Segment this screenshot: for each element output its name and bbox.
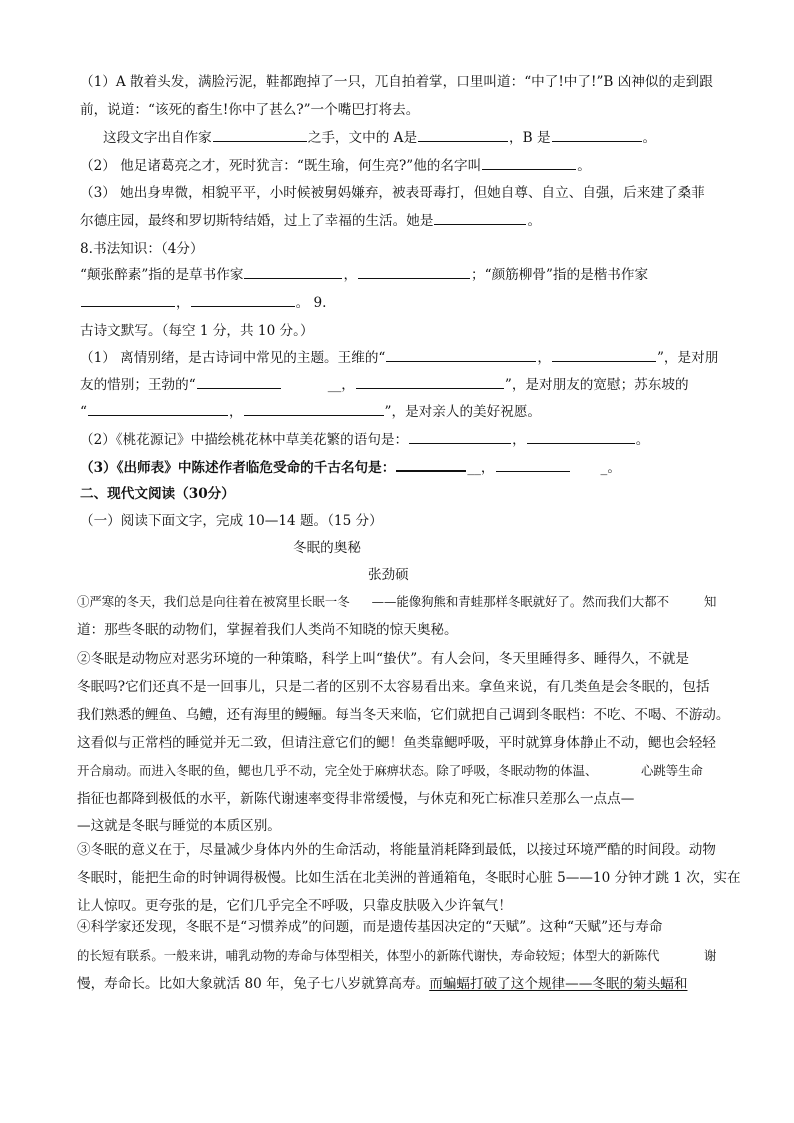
section-heading: 二、现代文阅读（30分） (80, 486, 235, 502)
article-author: 张劲硕 (368, 567, 409, 583)
q9-text: ， (228, 404, 243, 420)
answer-blank[interactable] (356, 376, 504, 389)
article-paragraph-3-line3: 让人惊叹。更夸张的是，它们几乎完全不呼吸，只靠皮肤吸入少许氧气！ (77, 898, 512, 914)
q7-text: ，B 是 (509, 130, 551, 146)
q9-text: ”，是对朋 (656, 350, 719, 366)
article-paragraph-3-line1: ③冬眠的意义在于，尽量减少身体内外的生命活动，将能量消耗降到最低，以接过环境严酷的时间段。动物 (77, 842, 716, 858)
q9-text: ， (537, 350, 551, 366)
answer-blank[interactable] (418, 129, 508, 142)
article-title: 冬眠的奥秘 (293, 540, 361, 556)
q9-text: ”，是对朋友的宽慰；苏东坡的 (504, 377, 689, 393)
q9-text: _。 (600, 460, 621, 476)
q7-text: 。 (577, 158, 591, 174)
q9-text: （1） 离情别绪，是古诗词中常见的主题。王维的“ (80, 350, 386, 366)
article-text: ——能像狗熊和青蛙那样冬眠就好了。然而我们大都不 (371, 594, 669, 609)
q9-part3 (80, 458, 621, 477)
q9-part1-line3 (80, 403, 541, 421)
answer-blank[interactable] (496, 459, 570, 472)
q9-text: 。 (635, 432, 650, 448)
article-paragraph-3-line2: 冬眠时，能把生命的时钟调得极慢。比如生活在北美洲的普通箱龟，冬眠时心脏 5——10 分钟才跳 1 次，实在 (77, 870, 741, 886)
answer-blank[interactable] (552, 349, 656, 362)
q9-text: （2）《桃花源记》中描绘桃花林中草美花繁的语句是： (80, 432, 409, 448)
article-paragraph-2-line3: 我们熟悉的鲤鱼、乌鳢，还有海里的鳗鲡。每当冬天来临，它们就把自己调到冬眠档：不吃、不喝、不游动。 (77, 707, 730, 723)
q7-part3-line2 (80, 212, 541, 230)
q7-part3-line1: （3） 她出身卑微，相貌平平，小时候被舅妈嫌弃，被表哥毒打，但她自尊、自立、自强，后来建了桑菲 (80, 185, 705, 201)
answer-blank[interactable] (191, 294, 295, 307)
answer-blank[interactable] (396, 458, 466, 472)
answer-blank[interactable] (409, 431, 511, 444)
article-paragraph-4-line2: 的长短有联系。一般来讲，哺乳动物的寿命与体型相关，体型小的新陈代谢快，寿命较短；体型大的新陈代 (77, 948, 660, 963)
q9-text: ”，是对亲人的美好祝愿。 (384, 404, 542, 420)
q9-part1-line1 (80, 349, 718, 367)
q9-text: ， (512, 432, 526, 448)
q7-part1-line2: 前，说道：“该死的畜生!你中了甚么?”一个嘴巴打将去。 (80, 102, 420, 118)
q8-text: ， (176, 295, 190, 311)
q7-part1-line1: （1）A 散着头发，满脸污泥，鞋都跑掉了一只，兀自拍着掌，口里叫道：“中了!中了!”B 凶神似的走到跟 (80, 74, 713, 90)
article-paragraph-2-line4: 这看似与正常档的睡觉并无二致，但请注意它们的鳃！鱼类靠鳃呼吸，平时就算身体静止不动，鳃也会轻轻 (77, 735, 716, 751)
q9-text: __， (327, 377, 355, 393)
underlined-sentence: 而蝙蝠打破了这个规律——冬眠的菊头蝠和 (429, 976, 688, 992)
q9-text: “ (80, 404, 87, 420)
q7-text: 。 (527, 213, 542, 229)
q8-line2 (80, 294, 326, 312)
q7-text: （2） 他足诸葛亮之才，死时犹言：“既生瑜，何生亮?”他的名字叫 (80, 158, 482, 174)
q9-text: （3）《出师表》中陈述作者临危受命的千古名句是： (80, 460, 396, 476)
q7-part1-line3 (103, 129, 656, 147)
q8-text: “颠张醉素”指的是草书作家 (80, 267, 244, 283)
answer-blank[interactable] (244, 266, 342, 279)
q7-text: 。 (642, 130, 657, 146)
q8-text: ， (343, 267, 358, 283)
article-text: 慢，寿命长。比如大象就活 80 年，兔子七八岁就算高寿。 (77, 976, 430, 992)
article-paragraph-2-line7: —这就是冬眠与睡觉的本质区别。 (77, 818, 281, 834)
article-paragraph-4-line3 (77, 975, 687, 993)
answer-blank[interactable] (88, 403, 228, 416)
section-instruction: （一）阅读下面文字，完成 10—14 题。（15 分） (80, 513, 383, 529)
q7-text: 这段文字出自作家 (103, 130, 212, 146)
q8-title: 8.书法知识：（4分） (80, 241, 204, 257)
q8-text: ；“颜筋柳骨”指的是楷书作家 (471, 267, 649, 283)
answer-blank[interactable] (213, 129, 307, 142)
article-paragraph-2-line2: 冬眠吗?它们还真不是一回事儿，只是二者的区别不太容易看出来。拿鱼来说，有几类鱼是会冬眠的，包括 (77, 679, 710, 695)
article-paragraph-1-line2: 道：那些冬眠的动物们，掌握着我们人类尚不知晓的惊天奥秘。 (77, 622, 458, 638)
q9-title: 古诗文默写。（每空 1 分，共 10 分。） (80, 323, 314, 339)
answer-blank[interactable] (482, 157, 576, 170)
answer-blank[interactable] (434, 212, 526, 225)
answer-blank[interactable] (81, 294, 175, 307)
q8-text: 。 9. (295, 295, 327, 311)
q7-part2 (80, 157, 591, 175)
q9-text: 友的惜别；王勃的“ (80, 377, 196, 393)
q7-text: 尔德庄园，最终和罗切斯特结婚，过上了幸福的生活。她是 (80, 213, 434, 229)
answer-blank[interactable] (244, 403, 384, 416)
q7-text: 之手，文中的 A是 (307, 130, 418, 146)
article-text: 心跳等生命 (641, 763, 703, 778)
answer-blank[interactable] (197, 376, 281, 389)
article-paragraph-2-line1: ②冬眠是动物应对恶劣环境的一种策略，科学上叫“蛰伏”。有人会问，冬天里睡得多、睡得久，不就是 (77, 651, 690, 667)
answer-blank[interactable] (358, 266, 470, 279)
answer-blank[interactable] (552, 129, 642, 142)
answer-blank[interactable] (386, 349, 536, 362)
article-paragraph-1-line1 (77, 593, 669, 611)
article-paragraph-2-line5: 开合扇动。而进入冬眠的鱼，鳃也几乎不动，完全处于麻痹状态。除了呼吸，冬眠动物的体温、 (77, 763, 598, 778)
article-text: 知 (704, 594, 717, 609)
q9-text: __， (467, 460, 495, 476)
answer-blank[interactable] (527, 431, 635, 444)
article-paragraph-4-line1: ④科学家还发现，冬眠不是“习惯养成”的问题，而是遗传基因决定的“天赋”。这种“天赋”还与寿命 (77, 919, 663, 935)
q9-part1-line2 (80, 376, 689, 394)
q8-line1 (80, 266, 648, 284)
article-text: ①严寒的冬天，我们总是向往着在被窝里长眠一冬 (77, 594, 350, 609)
q9-part2 (80, 431, 649, 449)
article-paragraph-2-line6: 指征也都降到极低的水平，新陈代谢速率变得非常缓慢，与休克和死亡标准只差那么一点点— (77, 791, 635, 807)
article-text: 谢 (704, 948, 717, 963)
